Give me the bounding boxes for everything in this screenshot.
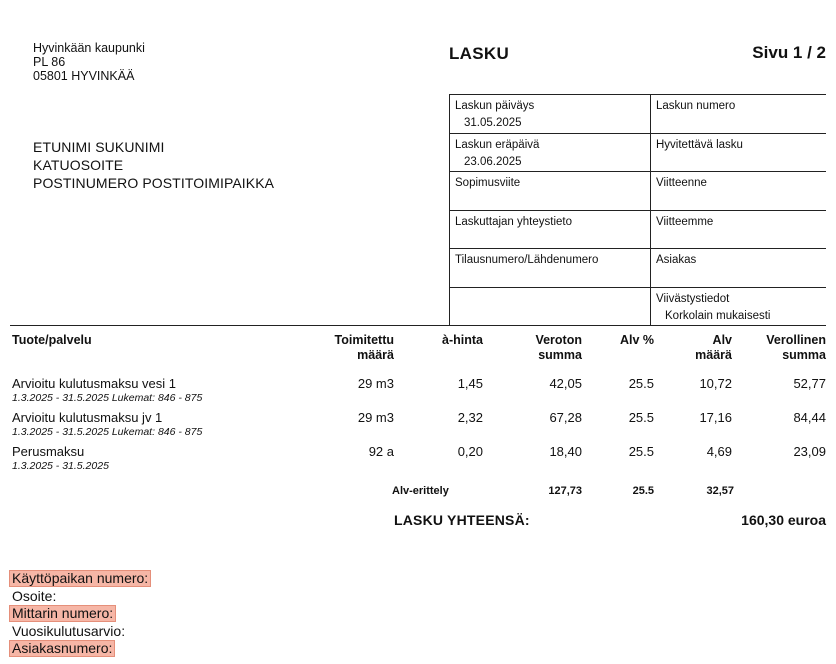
- due-date-value: 23.06.2025: [464, 155, 522, 168]
- invoice-total-value: 160,30 euroa: [741, 512, 826, 528]
- row-period: 1.3.2025 - 31.5.2025: [12, 460, 109, 472]
- invoice-total-label: LASKU YHTEENSÄ:: [394, 512, 530, 528]
- recipient-street: KATUOSOITE: [33, 157, 124, 173]
- info-row: [450, 172, 826, 211]
- sender-po-box: PL 86: [33, 55, 66, 69]
- row-net: 18,40: [549, 444, 582, 459]
- info-label: Laskun numero: [656, 100, 736, 112]
- header-product: Tuote/palvelu: [12, 333, 92, 347]
- header-vat: [672, 333, 732, 362]
- info-cell-contract-ref: [450, 172, 651, 210]
- vat-summary-row: [392, 485, 826, 499]
- row-period: 1.3.2025 - 31.5.2025 Lukemat: 846 - 875: [12, 426, 203, 438]
- recipient-address: [33, 138, 274, 192]
- info-cell-your-reference: [651, 172, 826, 210]
- row-vat: 4,69: [706, 444, 732, 459]
- table-header: [12, 333, 826, 367]
- header-vat-line2: määrä: [695, 347, 732, 362]
- header-net-line1: Veroton: [535, 333, 582, 347]
- document-title: LASKU: [449, 44, 510, 63]
- info-label: Laskun eräpäivä: [455, 138, 540, 151]
- info-label: Hyvitettävä lasku: [656, 138, 743, 151]
- address-label: Osoite:: [12, 587, 57, 604]
- info-label: Laskun päiväys: [455, 100, 535, 112]
- header-gross: [742, 333, 826, 362]
- row-vat-pct: 25.5: [628, 444, 654, 459]
- sender-address: [33, 41, 145, 83]
- sender-postal: 05801 HYVINKÄÄ: [33, 69, 135, 83]
- header-vat-line1: Alv: [712, 333, 732, 347]
- row-quantity: 92 a: [368, 444, 394, 459]
- info-label: Laskuttajan yhteystieto: [455, 215, 572, 228]
- header-delivered-line1: Toimitettu: [334, 333, 394, 347]
- table-row: [12, 410, 826, 442]
- info-cell-customer: [651, 249, 826, 287]
- header-unit-price: à-hinta: [442, 333, 483, 347]
- invoice-info-grid: [449, 94, 826, 326]
- row-period: 1.3.2025 - 31.5.2025 Lukemat: 846 - 875: [12, 392, 203, 404]
- meter-number-label: Mittarin numero:: [9, 605, 116, 622]
- vat-summary-label: Alv-erittely: [392, 485, 449, 497]
- row-net: 67,28: [549, 410, 582, 425]
- row-vat-pct: 25.5: [628, 376, 654, 391]
- recipient-name: ETUNIMI SUKUNIMI: [33, 139, 165, 155]
- row-unit-price: 2,32: [457, 410, 483, 425]
- info-cell-invoice-number: [651, 95, 826, 133]
- annual-estimate-label: Vuosikulutusarvio:: [12, 622, 126, 639]
- info-cell-our-reference: [651, 211, 826, 249]
- row-gross: 52,77: [793, 376, 826, 391]
- info-cell-late-payment: [651, 288, 826, 326]
- vat-summary-net: 127,73: [548, 485, 582, 497]
- row-quantity: 29 m3: [357, 410, 394, 425]
- info-label: Viitteenne: [656, 177, 707, 189]
- info-label: Tilausnumero/Lähdenumero: [455, 254, 599, 266]
- info-row: [450, 249, 826, 288]
- info-label: Viivästystiedot: [656, 292, 730, 305]
- row-quantity: 29 m3: [357, 376, 394, 391]
- info-cell-due-date: [450, 134, 651, 172]
- row-product-name: Arvioitu kulutusmaksu vesi 1: [12, 376, 177, 391]
- info-cell-biller-contact: [450, 211, 651, 249]
- row-product-name: Arvioitu kulutusmaksu jv 1: [12, 410, 163, 425]
- info-row: [450, 288, 826, 326]
- customer-number-label: Asiakasnumero:: [9, 640, 115, 657]
- header-vat-pct: Alv %: [619, 333, 654, 347]
- header-delivered: [308, 333, 394, 362]
- late-payment-value: Korkolain mukaisesti: [665, 309, 771, 322]
- row-unit-price: 0,20: [457, 444, 483, 459]
- info-label: Sopimusviite: [455, 177, 521, 189]
- header-delivered-line2: määrä: [357, 347, 394, 362]
- header-gross-line2: summa: [782, 347, 826, 362]
- info-row: [450, 95, 826, 134]
- footer-details: [10, 570, 151, 658]
- row-gross: 23,09: [793, 444, 826, 459]
- info-label: Asiakas: [656, 254, 697, 266]
- info-cell-empty: [450, 288, 651, 326]
- row-vat: 10,72: [699, 376, 732, 391]
- info-row: [450, 134, 826, 173]
- header-gross-line1: Verollinen: [766, 333, 826, 347]
- recipient-postal: POSTINUMERO POSTITOIMIPAIKKA: [33, 175, 275, 191]
- vat-summary-pct: 25.5: [632, 485, 654, 497]
- info-cell-invoice-date: [450, 95, 651, 133]
- row-vat: 17,16: [699, 410, 732, 425]
- row-vat-pct: 25.5: [628, 410, 654, 425]
- row-net: 42,05: [549, 376, 582, 391]
- sender-name: Hyvinkään kaupunki: [33, 41, 145, 55]
- page-number: Sivu 1 / 2: [752, 43, 826, 62]
- table-row: [12, 376, 826, 408]
- info-label: Viitteemme: [656, 215, 714, 228]
- vat-summary-amount: 32,57: [706, 485, 734, 497]
- table-divider: [10, 325, 826, 326]
- info-cell-order-number: [450, 249, 651, 287]
- place-number-label: Käyttöpaikan numero:: [9, 570, 151, 587]
- invoice-date-value: 31.05.2025: [464, 117, 522, 129]
- info-cell-credited-invoice: [651, 134, 826, 172]
- row-unit-price: 1,45: [457, 376, 483, 391]
- row-gross: 84,44: [793, 410, 826, 425]
- info-row: [450, 211, 826, 250]
- header-net: [502, 333, 582, 362]
- row-product-name: Perusmaksu: [12, 444, 85, 459]
- header-net-line2: summa: [538, 347, 582, 362]
- table-row: [12, 444, 826, 476]
